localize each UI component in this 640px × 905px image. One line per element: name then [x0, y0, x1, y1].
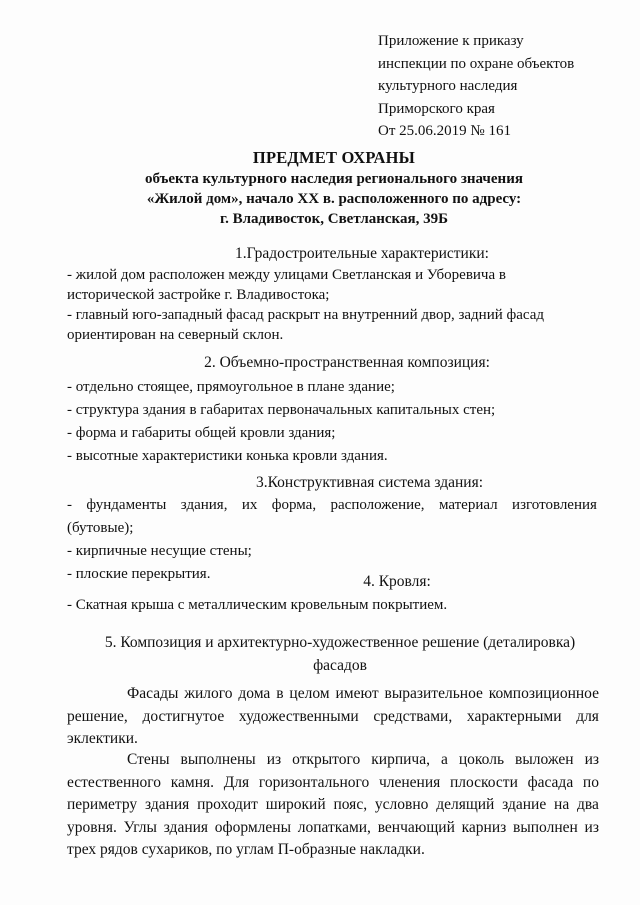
annex-line: культурного наследия: [378, 78, 518, 94]
word: а: [440, 751, 448, 768]
paragraph-line: [67, 683, 599, 706]
word: венчающий: [377, 818, 455, 836]
section-roof: [67, 571, 597, 615]
paragraph-line: трех рядов сухариков, по углам П-образные накладки.: [67, 841, 425, 858]
paragraph-line: [67, 749, 599, 772]
word: естественного: [67, 773, 162, 791]
word: решение,: [67, 707, 128, 725]
word: по: [582, 773, 599, 791]
word: имеют: [335, 685, 379, 702]
list-item: - структура здания в габаритах первоначальных капитальных стен;: [67, 402, 496, 418]
word: широкий: [265, 796, 326, 813]
section-urban-planning: [67, 243, 597, 345]
annex-line: Приложение к приказу: [378, 33, 524, 49]
paragraph-line: [67, 817, 599, 840]
facade-paragraph: [67, 683, 599, 751]
annex-date-line: От 25.06.2019 № 161: [378, 123, 511, 139]
word: оформлены: [214, 818, 291, 836]
word: достигнутое: [142, 707, 225, 725]
paragraph-line: [67, 706, 599, 729]
word: условно: [374, 796, 429, 813]
word: Для: [223, 773, 250, 791]
section-heading: 1.Градостроительные характеристики:: [235, 245, 489, 262]
list-item: - главный юго-западный фасад раскрыт на внутренний двор, задний фасад: [67, 307, 545, 323]
word: карниз: [461, 818, 507, 836]
word: для: [576, 707, 599, 725]
title-line: «Жилой дом», начало XX в. расположенного по адресу:: [146, 191, 522, 207]
word: жилого: [184, 685, 233, 702]
title-line: объекта культурного наследия регионального значения: [145, 171, 523, 187]
word: уровня.: [67, 818, 117, 836]
word: из: [584, 818, 599, 836]
list-item: - Скатная крыша с металлическим кровельным покрытием.: [67, 597, 448, 613]
section-heading: 2. Объемно-пространственная композиция:: [204, 354, 490, 371]
list-item: - форма и габариты общей кровли здания;: [67, 425, 336, 441]
annex-line: Приморского края: [378, 100, 495, 117]
word: пояс,: [333, 796, 368, 813]
word: фундаменты: [86, 497, 167, 513]
list-item: - жилой дом расположен между улицами Светланская и Уборевича в: [67, 267, 506, 283]
list-item-continuation: исторической застройке г. Владивостока;: [67, 287, 330, 303]
word: фасада: [527, 773, 574, 791]
section-heading: 5. Композиция и архитектурно-художественное решение (деталировка): [104, 634, 576, 651]
word: выполнен: [513, 818, 578, 836]
word: выполнены: [180, 751, 256, 768]
word: форма,: [271, 497, 317, 513]
word: из: [584, 751, 599, 768]
word: Фасады: [127, 685, 179, 702]
word: здания: [144, 796, 190, 813]
word: Стены: [127, 751, 170, 768]
annex-line: инспекции по охране объектов: [378, 55, 575, 72]
title-address: г. Владивосток, Светланская, 39Б: [220, 211, 448, 227]
word: открытого: [292, 751, 361, 768]
word: дома: [238, 685, 271, 702]
word: выложен: [515, 751, 574, 768]
word: горизонтального: [258, 773, 370, 791]
list-item: [67, 495, 597, 515]
list-item: - отдельно стоящее, прямоугольное в плане здание;: [67, 379, 395, 395]
word: лопатками,: [297, 818, 371, 836]
word: изготовления: [512, 497, 597, 513]
word: целом: [289, 685, 330, 702]
list-item-continuation: (бутовые);: [67, 520, 134, 536]
list-item: - высотные характеристики конька кровли здания.: [67, 448, 388, 464]
word: плоскости: [449, 773, 518, 791]
facade-paragraph: [67, 749, 599, 862]
list-item: - плоские перекрытия.: [67, 566, 211, 582]
section-spatial-composition: [67, 352, 597, 466]
annex-header: [378, 30, 574, 143]
paragraph-line: эклектики.: [67, 730, 138, 747]
section-heading: 4. Кровля:: [363, 573, 431, 590]
word: характерными: [466, 707, 562, 725]
word: здания: [163, 818, 209, 836]
word: проходит: [197, 796, 258, 813]
paragraph-line: [67, 794, 599, 817]
word: членения: [378, 773, 441, 791]
section-heading-continuation: фасадов: [313, 657, 367, 674]
word: из: [266, 751, 282, 768]
word: композиционное: [488, 685, 599, 702]
word: здание: [502, 796, 547, 813]
word: художественными: [238, 707, 359, 725]
word: Углы: [123, 818, 157, 836]
word: в: [276, 685, 284, 702]
section-structural-system: [67, 472, 597, 584]
word: цоколь: [458, 751, 505, 768]
word: здания,: [180, 497, 228, 513]
list-item-continuation: ориентирован на северный склон.: [67, 327, 284, 343]
word: выразительное: [384, 685, 483, 702]
word: делящий: [436, 796, 495, 813]
word: их: [241, 497, 258, 513]
word: средствами,: [373, 707, 453, 725]
title-main: ПРЕДМЕТ ОХРАНЫ: [252, 148, 416, 167]
word: кирпича,: [371, 751, 430, 768]
paragraph-line: [67, 772, 599, 795]
word: периметру: [67, 796, 138, 813]
word: на: [554, 796, 570, 813]
list-item: - кирпичные несущие стены;: [67, 543, 252, 559]
section-facades: [70, 632, 610, 677]
word: камня.: [170, 773, 215, 791]
word: два: [577, 796, 599, 813]
word: расположение,: [330, 497, 425, 513]
document-title: [60, 147, 608, 229]
section-heading: 3.Конструктивная система здания:: [255, 474, 484, 491]
word: -: [67, 497, 72, 513]
word: материал: [438, 497, 498, 513]
